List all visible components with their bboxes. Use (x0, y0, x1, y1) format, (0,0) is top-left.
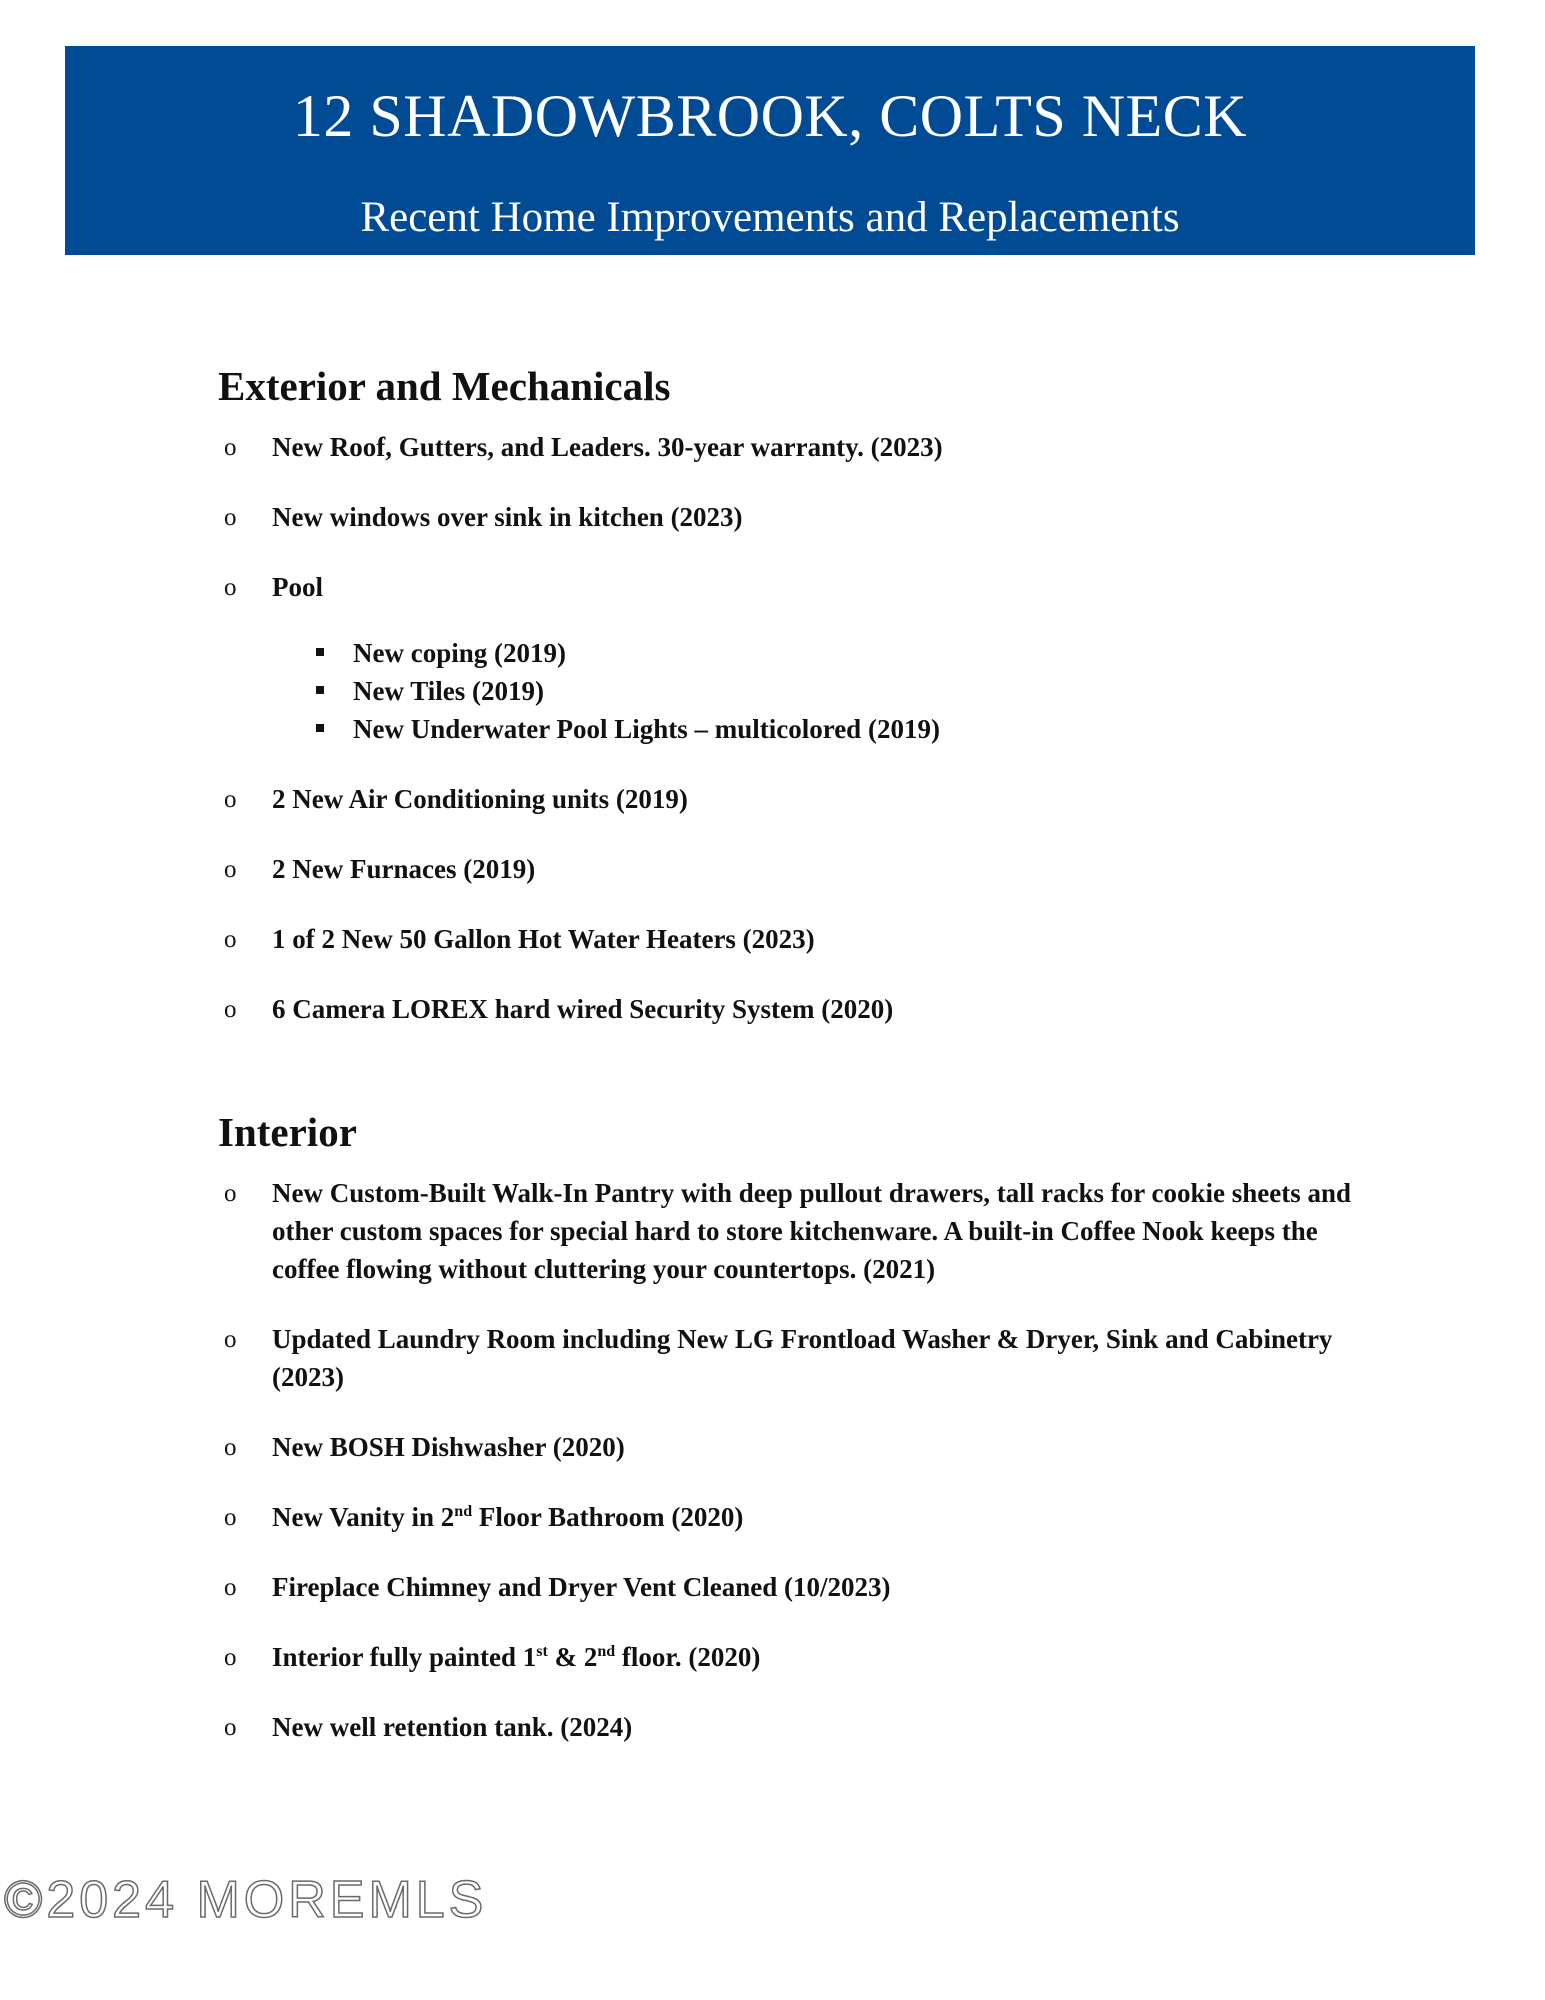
circle-bullet-icon: o (224, 1326, 237, 1353)
list-item: o New windows over sink in kitchen (2023) (218, 498, 1368, 536)
list-item: o New Roof, Gutters, and Leaders. 30-year warranty. (2023) (218, 428, 1368, 466)
circle-bullet-icon: o (224, 1574, 237, 1601)
section-title-interior: Interior (218, 1109, 357, 1155)
sub-list-item: New coping (2019) (308, 634, 1368, 672)
document-body (218, 360, 1368, 1778)
header-banner (65, 46, 1475, 255)
circle-bullet-icon: o (224, 574, 237, 601)
list-item: o New BOSH Dishwasher (2020) (218, 1428, 1368, 1466)
circle-bullet-icon: o (224, 856, 237, 883)
list-item: o New well retention tank. (2024) (218, 1708, 1368, 1746)
sub-list-item: New Underwater Pool Lights – multicolored (2019) (308, 710, 1368, 748)
list-item: o Fireplace Chimney and Dryer Vent Cleaned (10/2023) (218, 1568, 1368, 1606)
pool-sublist (272, 634, 1368, 748)
circle-bullet-icon: o (224, 434, 237, 461)
circle-bullet-icon: o (224, 996, 237, 1023)
circle-bullet-icon: o (224, 504, 237, 531)
list-item-pool: o Pool New coping (2019) New Tiles (2019) New Underwater Pool Lights – multicolored (2019) (218, 568, 1368, 748)
watermark: ©2024 MOREMLS (4, 1871, 488, 1929)
square-bullet-icon (316, 686, 324, 694)
circle-bullet-icon: o (224, 1434, 237, 1461)
list-item: o New Vanity in 2nd Floor Bathroom (2020) (218, 1498, 1368, 1536)
interior-list (218, 1174, 1368, 1746)
exterior-list (218, 428, 1368, 1028)
page-subtitle: Recent Home Improvements and Replacements (360, 194, 1180, 241)
circle-bullet-icon: o (224, 1714, 237, 1741)
circle-bullet-icon: o (224, 786, 237, 813)
square-bullet-icon (316, 724, 324, 732)
list-item: o 2 New Air Conditioning units (2019) (218, 780, 1368, 818)
page-title: 12 SHADOWBROOK, COLTS NECK (292, 83, 1248, 149)
list-item: o New Custom-Built Walk-In Pantry with deep pullout drawers, tall racks for cookie sheets and other custom spaces for special hard to store kitchenware. A built-in Coffee Nook keeps the coffee flowing without cluttering your countertops. (2021) (218, 1174, 1368, 1288)
circle-bullet-icon: o (224, 1504, 237, 1531)
list-item: o Interior fully painted 1st & 2nd floor. (2020) (218, 1638, 1368, 1676)
list-item: o Updated Laundry Room including New LG Frontload Washer & Dryer, Sink and Cabinetry (2023) (218, 1320, 1368, 1396)
list-item: o 2 New Furnaces (2019) (218, 850, 1368, 888)
sub-list-item: New Tiles (2019) (308, 672, 1368, 710)
square-bullet-icon (316, 648, 324, 656)
circle-bullet-icon: o (224, 1180, 237, 1207)
section-title-exterior: Exterior and Mechanicals (218, 363, 671, 409)
circle-bullet-icon: o (224, 1644, 237, 1671)
circle-bullet-icon: o (224, 926, 237, 953)
list-item: o 6 Camera LOREX hard wired Security System (2020) (218, 990, 1368, 1028)
list-item: o 1 of 2 New 50 Gallon Hot Water Heaters (2023) (218, 920, 1368, 958)
